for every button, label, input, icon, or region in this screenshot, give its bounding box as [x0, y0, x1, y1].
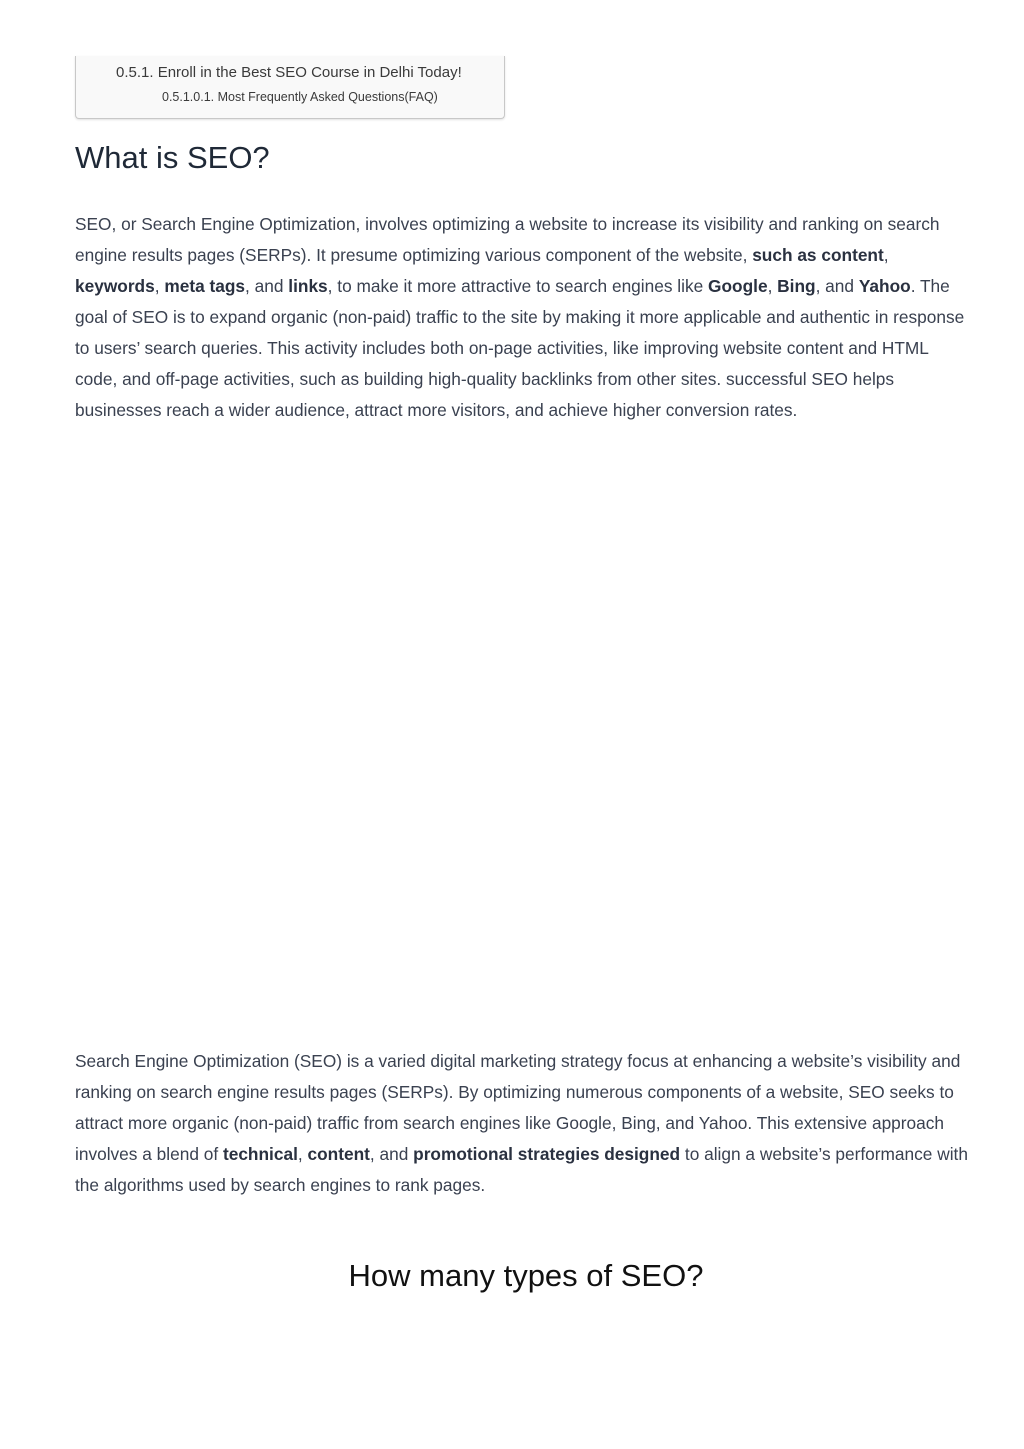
- toc-link-faq[interactable]: 0.5.1.0.1. Most Frequently Asked Questions(FAQ): [162, 90, 438, 104]
- bold-text: Bing: [777, 276, 816, 296]
- bold-text: such as content: [752, 245, 884, 265]
- heading-what-is-seo: What is SEO?: [75, 140, 270, 175]
- text: to align a website’s performance with the algorithms used by search engines to rank pages.: [75, 1144, 968, 1195]
- text: ,: [297, 1144, 308, 1164]
- bold-text: Google: [708, 276, 768, 296]
- text: ,: [154, 276, 165, 296]
- heading-types-of-seo: How many types of SEO?: [348, 1258, 704, 1293]
- paragraph-seo-strategy: [75, 1046, 970, 1201]
- bold-text: content: [307, 1144, 370, 1164]
- bold-text: Yahoo: [858, 276, 911, 296]
- text: SEO, or Search Engine Optimization, involves optimizing a website to increase its visibility and ranking on search engine results pages (SERPs). It presume optimizing various component of the website,: [75, 214, 940, 265]
- text: Search Engine Optimization (SEO) is a varied digital marketing strategy focus at enhancing a website’s visibility and ranking on search engine results pages (SERPs). By optimizing numerous components of a website, SEO seeks to attract more organic (non-paid) traffic from search engines like Google, Bing, and Yahoo. This extensive approach involves a blend of: [75, 1051, 961, 1164]
- text: , and: [245, 276, 289, 296]
- paragraph-what-is-seo: [75, 209, 970, 426]
- bold-text: keywords: [75, 276, 155, 296]
- bold-text: links: [288, 276, 328, 296]
- bold-text: promotional strategies designed: [413, 1144, 681, 1164]
- text: , to make it more attractive to search engines like: [327, 276, 709, 296]
- text: , and: [369, 1144, 414, 1164]
- table-of-contents: [75, 56, 505, 119]
- text: ,: [883, 245, 889, 265]
- toc-link-enroll[interactable]: 0.5.1. Enroll in the Best SEO Course in Delhi Today!: [116, 64, 462, 81]
- text: ,: [767, 276, 778, 296]
- text: . The goal of SEO is to expand organic (non-paid) traffic to the site by making it more applicable and authentic in response to users’ search queries. This activity includes both on-page activities, like improving website content and HTML code, and off-page activities, such as building high-quality backlinks from other sites. successful SEO helps businesses reach a wider audience, attract more visitors, and achieve higher conversion rates.: [75, 276, 965, 420]
- bold-text: technical: [222, 1144, 298, 1164]
- bold-text: meta tags: [164, 276, 246, 296]
- text: , and: [815, 276, 859, 296]
